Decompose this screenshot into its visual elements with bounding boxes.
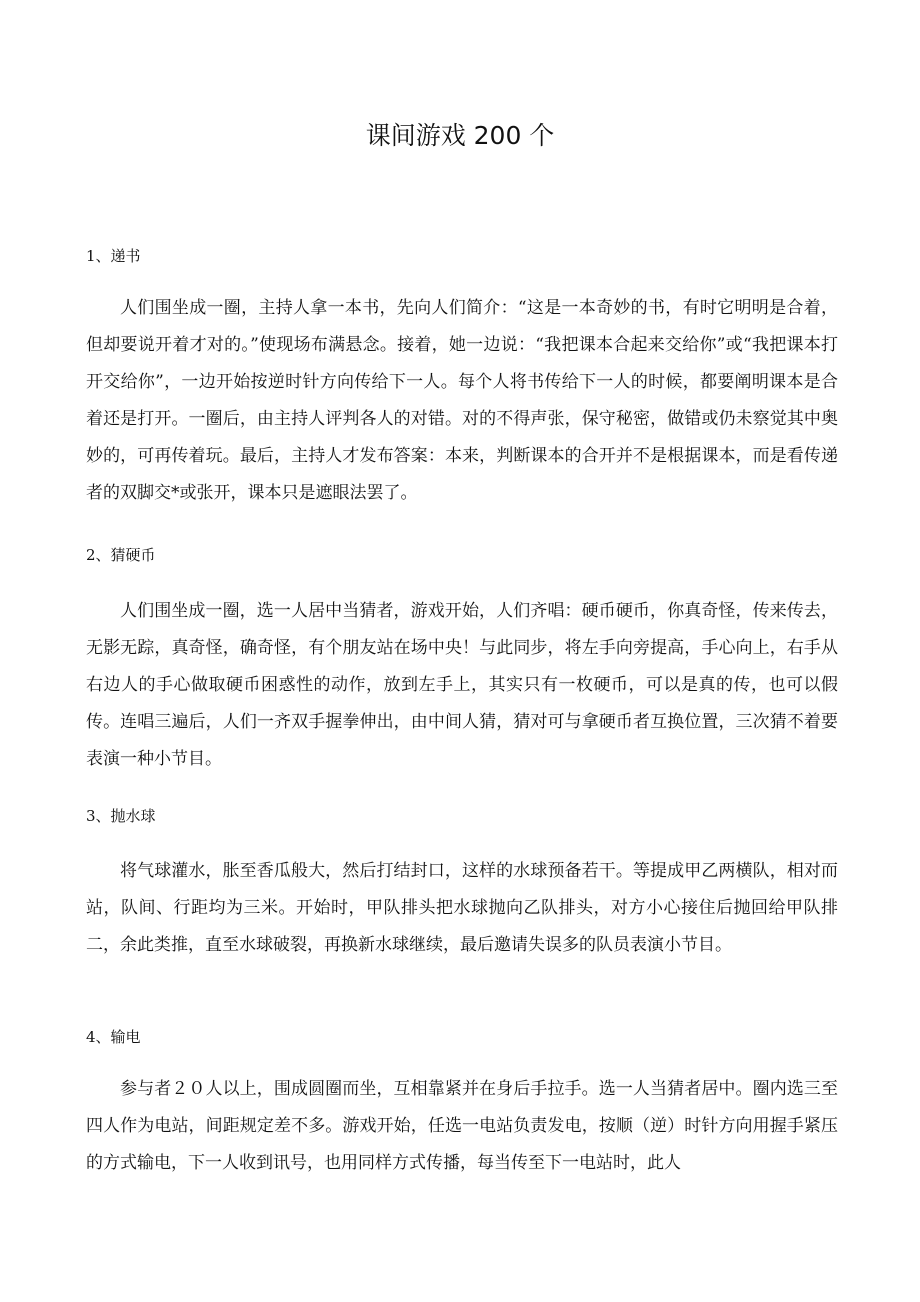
section-paragraph-pass-book: 人们围坐成一圈，主持人拿一本书，先向人们简介：“这是一本奇妙的书，有时它明明是合着，但却要说开着才对的。”使现场布满悬念。接着，她一边说：“我把课本合起来交给你”或“我把课本打开交给你”，一边开始按逆时针方向传给下一人。每个人将书传给下一人的时候，都要阐明课本是合着还是打开。一圈后，由主持人评判各人的对错。对的不得声张，保守秘密，做错或仍未察觉其中奥妙的，可再传着玩。最后，主持人才发布答案：本来，判断课本的合开并不是根据课本，而是看传递者的双脚交*或张开，课本只是遮眼法罢了。 bbox=[86, 298, 838, 503]
document-title: 课间游戏 200 个 bbox=[365, 121, 555, 150]
section-paragraph-guess-coin: 人们围坐成一圈，选一人居中当猜者，游戏开始，人们齐唱：硬币硬币，你真奇怪，传来传去，无影无踪，真奇怪，确奇怪，有个朋友站在场中央！与此同步，将左手向旁提高，手心向上，右手从右边人的手心做取硬币困惑性的动作，放到左手上，其实只有一枚硬币，可以是真的传，也可以假传。连唱三遍后，人们一齐双手握拳伸出，由中间人猜，猜对可与拿硬币者互换位置，三次猜不着要表演一种小节目。 bbox=[86, 601, 838, 769]
section-paragraph-water-balloon: 将气球灌水，胀至香瓜般大，然后打结封口，这样的水球预备若干。等提成甲乙两横队，相对而站，队间、行距均为三米。开始时，甲队排头把水球抛向乙队排头，对方小心接住后抛回给甲队排二，余此类推，直至水球破裂，再换新水球继续，最后邀请失误多的队员表演小节目。 bbox=[86, 861, 838, 955]
section-heading-pass-book: 1、递书 bbox=[86, 247, 141, 265]
section-heading-guess-coin: 2、猜硬币 bbox=[86, 546, 156, 564]
section-paragraph-transmit-power: 参与者２０人以上，围成圆圈而坐，互相靠紧并在身后手拉手。选一人当猜者居中。圈内选三至四人作为电站，间距规定差不多。游戏开始，任选一电站负责发电，按顺（逆）时针方向用握手紧压的方式输电，下一人收到讯号，也用同样方式传播，每当传至下一电站时，此人 bbox=[86, 1079, 838, 1173]
section-heading-transmit-power: 4、输电 bbox=[86, 1028, 141, 1046]
section-heading-water-balloon: 3、抛水球 bbox=[86, 807, 156, 825]
